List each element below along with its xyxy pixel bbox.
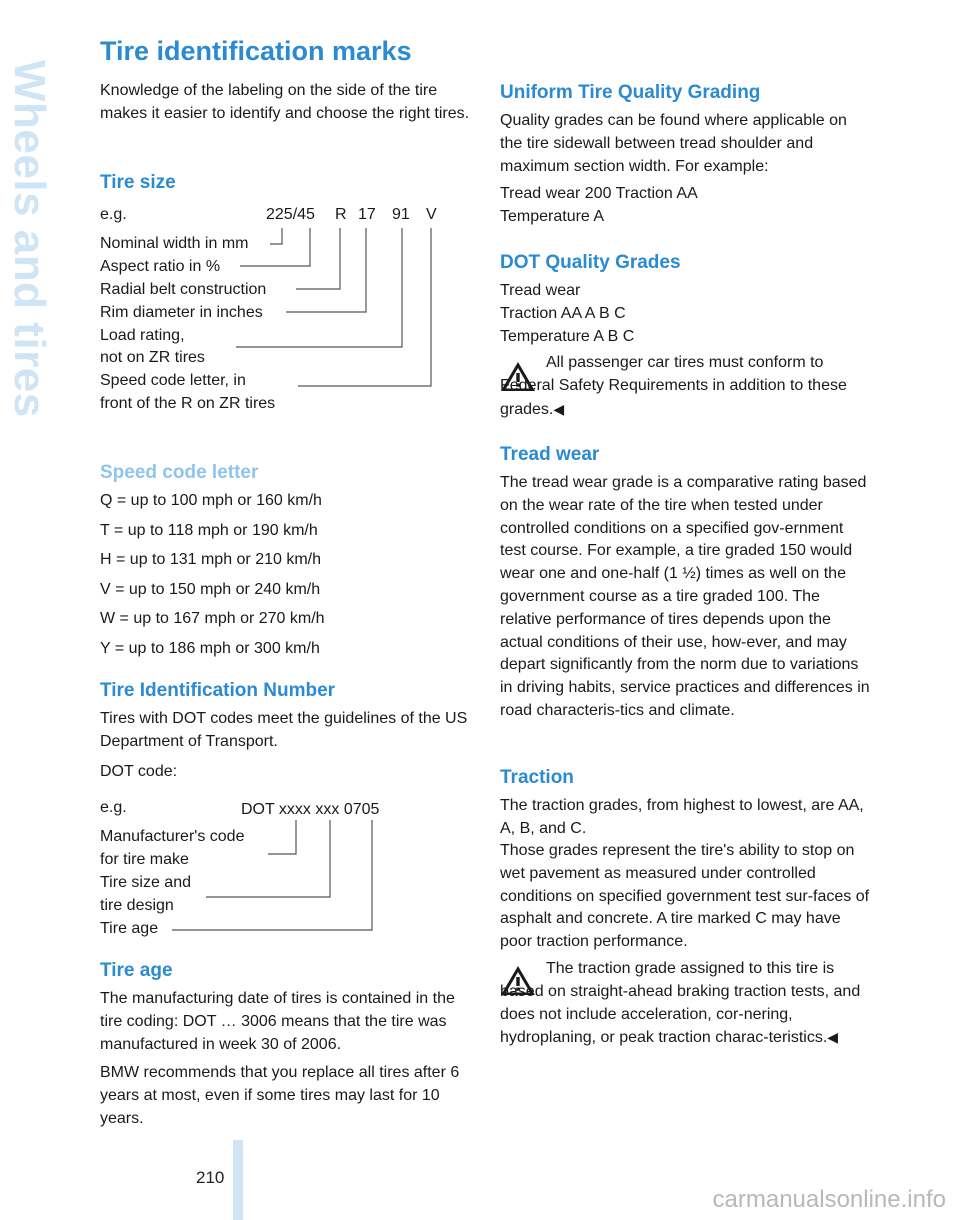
tin-heading: Tire Identification Number <box>100 680 336 701</box>
utqg-text: Quality grades can be found where applicable on the tire sidewall between tread shoulder and maximum section width. For example: <box>500 112 847 175</box>
traction-warning <box>500 958 872 1050</box>
label-radial-belt: Radial belt construction <box>100 281 267 298</box>
speed-code-item: W = up to 167 mph or 270 km/h <box>100 610 325 627</box>
traction-heading: Traction <box>500 767 574 788</box>
dot-code-label: DOT code: <box>100 763 178 780</box>
tread-wear-text: The tread wear grade is a comparative rating based on the wear rate of the tire when tested under controlled conditions on a specified gov-ernment test course. For example, a tire graded 150 would wear one and one-half (1 ½) times as well on the government course as a tire graded 100. The relative performance of tires depends upon the actual conditions of their use, how-ever, and may depart significantly from the norm due to variations in driving habits, service practices and differences in road characteris-tics and climate. <box>500 474 870 719</box>
code-radial: R <box>335 206 347 223</box>
leader-size-design <box>206 820 330 897</box>
utqg-example-line-2: Temperature A <box>500 208 605 225</box>
traction-text-2: Those grades represent the tire's ability to stop on wet pavement as measured under controlled conditions on specified government test sur-faces of asphalt and concrete. A tire marked C may have poor traction performance. <box>500 842 870 951</box>
code-rim: 17 <box>358 206 376 223</box>
tin-text: Tires with DOT codes meet the guidelines of the US Department of Transport. <box>100 710 468 750</box>
dot-grades-line-1: Tread wear <box>500 282 581 299</box>
label-tire-design: tire design <box>100 897 174 914</box>
speed-code-item: V = up to 150 mph or 240 km/h <box>100 580 321 598</box>
speed-code-heading: Speed code letter <box>100 462 259 483</box>
label-tire-size-design: Tire size and <box>100 874 191 891</box>
speed-code-item: T = up to 118 mph or 190 km/h <box>100 521 318 539</box>
utqg-example-line-1: Tread wear 200 Traction AA <box>500 185 698 202</box>
label-manufacturer-code: Manufacturer's code <box>100 828 245 845</box>
end-mark: ◀ <box>553 400 565 417</box>
leader-manufacturer <box>268 820 296 854</box>
dot-grades-warning <box>500 352 872 421</box>
label-tire-age: Tire age <box>100 920 159 937</box>
end-mark: ◀ <box>827 1029 839 1046</box>
dot-grades-line-3: Temperature A B C <box>500 328 635 345</box>
label-aspect-ratio: Aspect ratio in % <box>100 258 221 275</box>
tire-age-text-1: The manufacturing date of tires is contained in the tire coding: DOT … 3006 means that the tire was manufactured in week 30 of 2006. <box>100 990 455 1053</box>
code-width-ratio: 225/45 <box>266 206 315 223</box>
speed-code-item: Q = up to 100 mph or 160 km/h <box>100 492 322 509</box>
watermark: carmanualsonline.info <box>712 1186 946 1213</box>
leader-age <box>172 820 372 930</box>
label-speed-code: Speed code letter, in <box>100 372 246 389</box>
tire-size-eg: e.g. <box>100 206 127 223</box>
label-manufacturer-code-note: for tire make <box>100 851 189 868</box>
tire-age-heading: Tire age <box>100 960 173 981</box>
dot-grades-heading: DOT Quality Grades <box>500 252 681 273</box>
tire-age-text-2: BMW recommends that you replace all tires after 6 years at most, even if some tires may last for 10 years. <box>100 1064 460 1127</box>
label-speed-code-note: front of the R on ZR tires <box>100 395 276 412</box>
sidebar-section-title: Wheels and tires <box>5 60 54 418</box>
label-load-rating-note: not on ZR tires <box>100 349 205 366</box>
code-speed: V <box>426 206 437 223</box>
page-number: 210 <box>196 1168 225 1187</box>
dot-grades-warning-text: All passenger car tires must conform to Federal Safety Requirements in addition to these grades. <box>500 354 847 418</box>
page-footer-bar <box>233 1140 243 1220</box>
page-title: Tire identification marks <box>100 36 412 66</box>
dot-grades-line-2: Traction AA A B C <box>500 305 626 322</box>
tire-size-heading: Tire size <box>100 172 176 193</box>
traction-text-1: The traction grades, from highest to lowest, are AA, A, B, and C. <box>500 797 864 837</box>
utqg-heading: Uniform Tire Quality Grading <box>500 82 761 103</box>
label-load-rating: Load rating, <box>100 327 185 344</box>
label-nominal-width: Nominal width in mm <box>100 235 249 252</box>
dot-eg: e.g. <box>100 799 127 816</box>
dot-code-example: DOT xxxx xxx 0705 <box>241 801 380 818</box>
speed-code-item: H = up to 131 mph or 210 km/h <box>100 551 322 568</box>
traction-warning-text: The traction grade assigned to this tire is based on straight-ahead braking traction tests, and does not include acceleration, cor-nering, hydroplaning, or peak traction charac-teristics. <box>500 960 861 1047</box>
speed-code-item: Y = up to 186 mph or 300 km/h <box>100 639 320 657</box>
tread-wear-heading: Tread wear <box>500 444 600 465</box>
code-load: 91 <box>392 206 410 223</box>
intro-text: Knowledge of the labeling on the side of the tire makes it easier to identify and choose the right tires. <box>100 82 470 122</box>
label-rim-diameter: Rim diameter in inches <box>100 304 263 321</box>
